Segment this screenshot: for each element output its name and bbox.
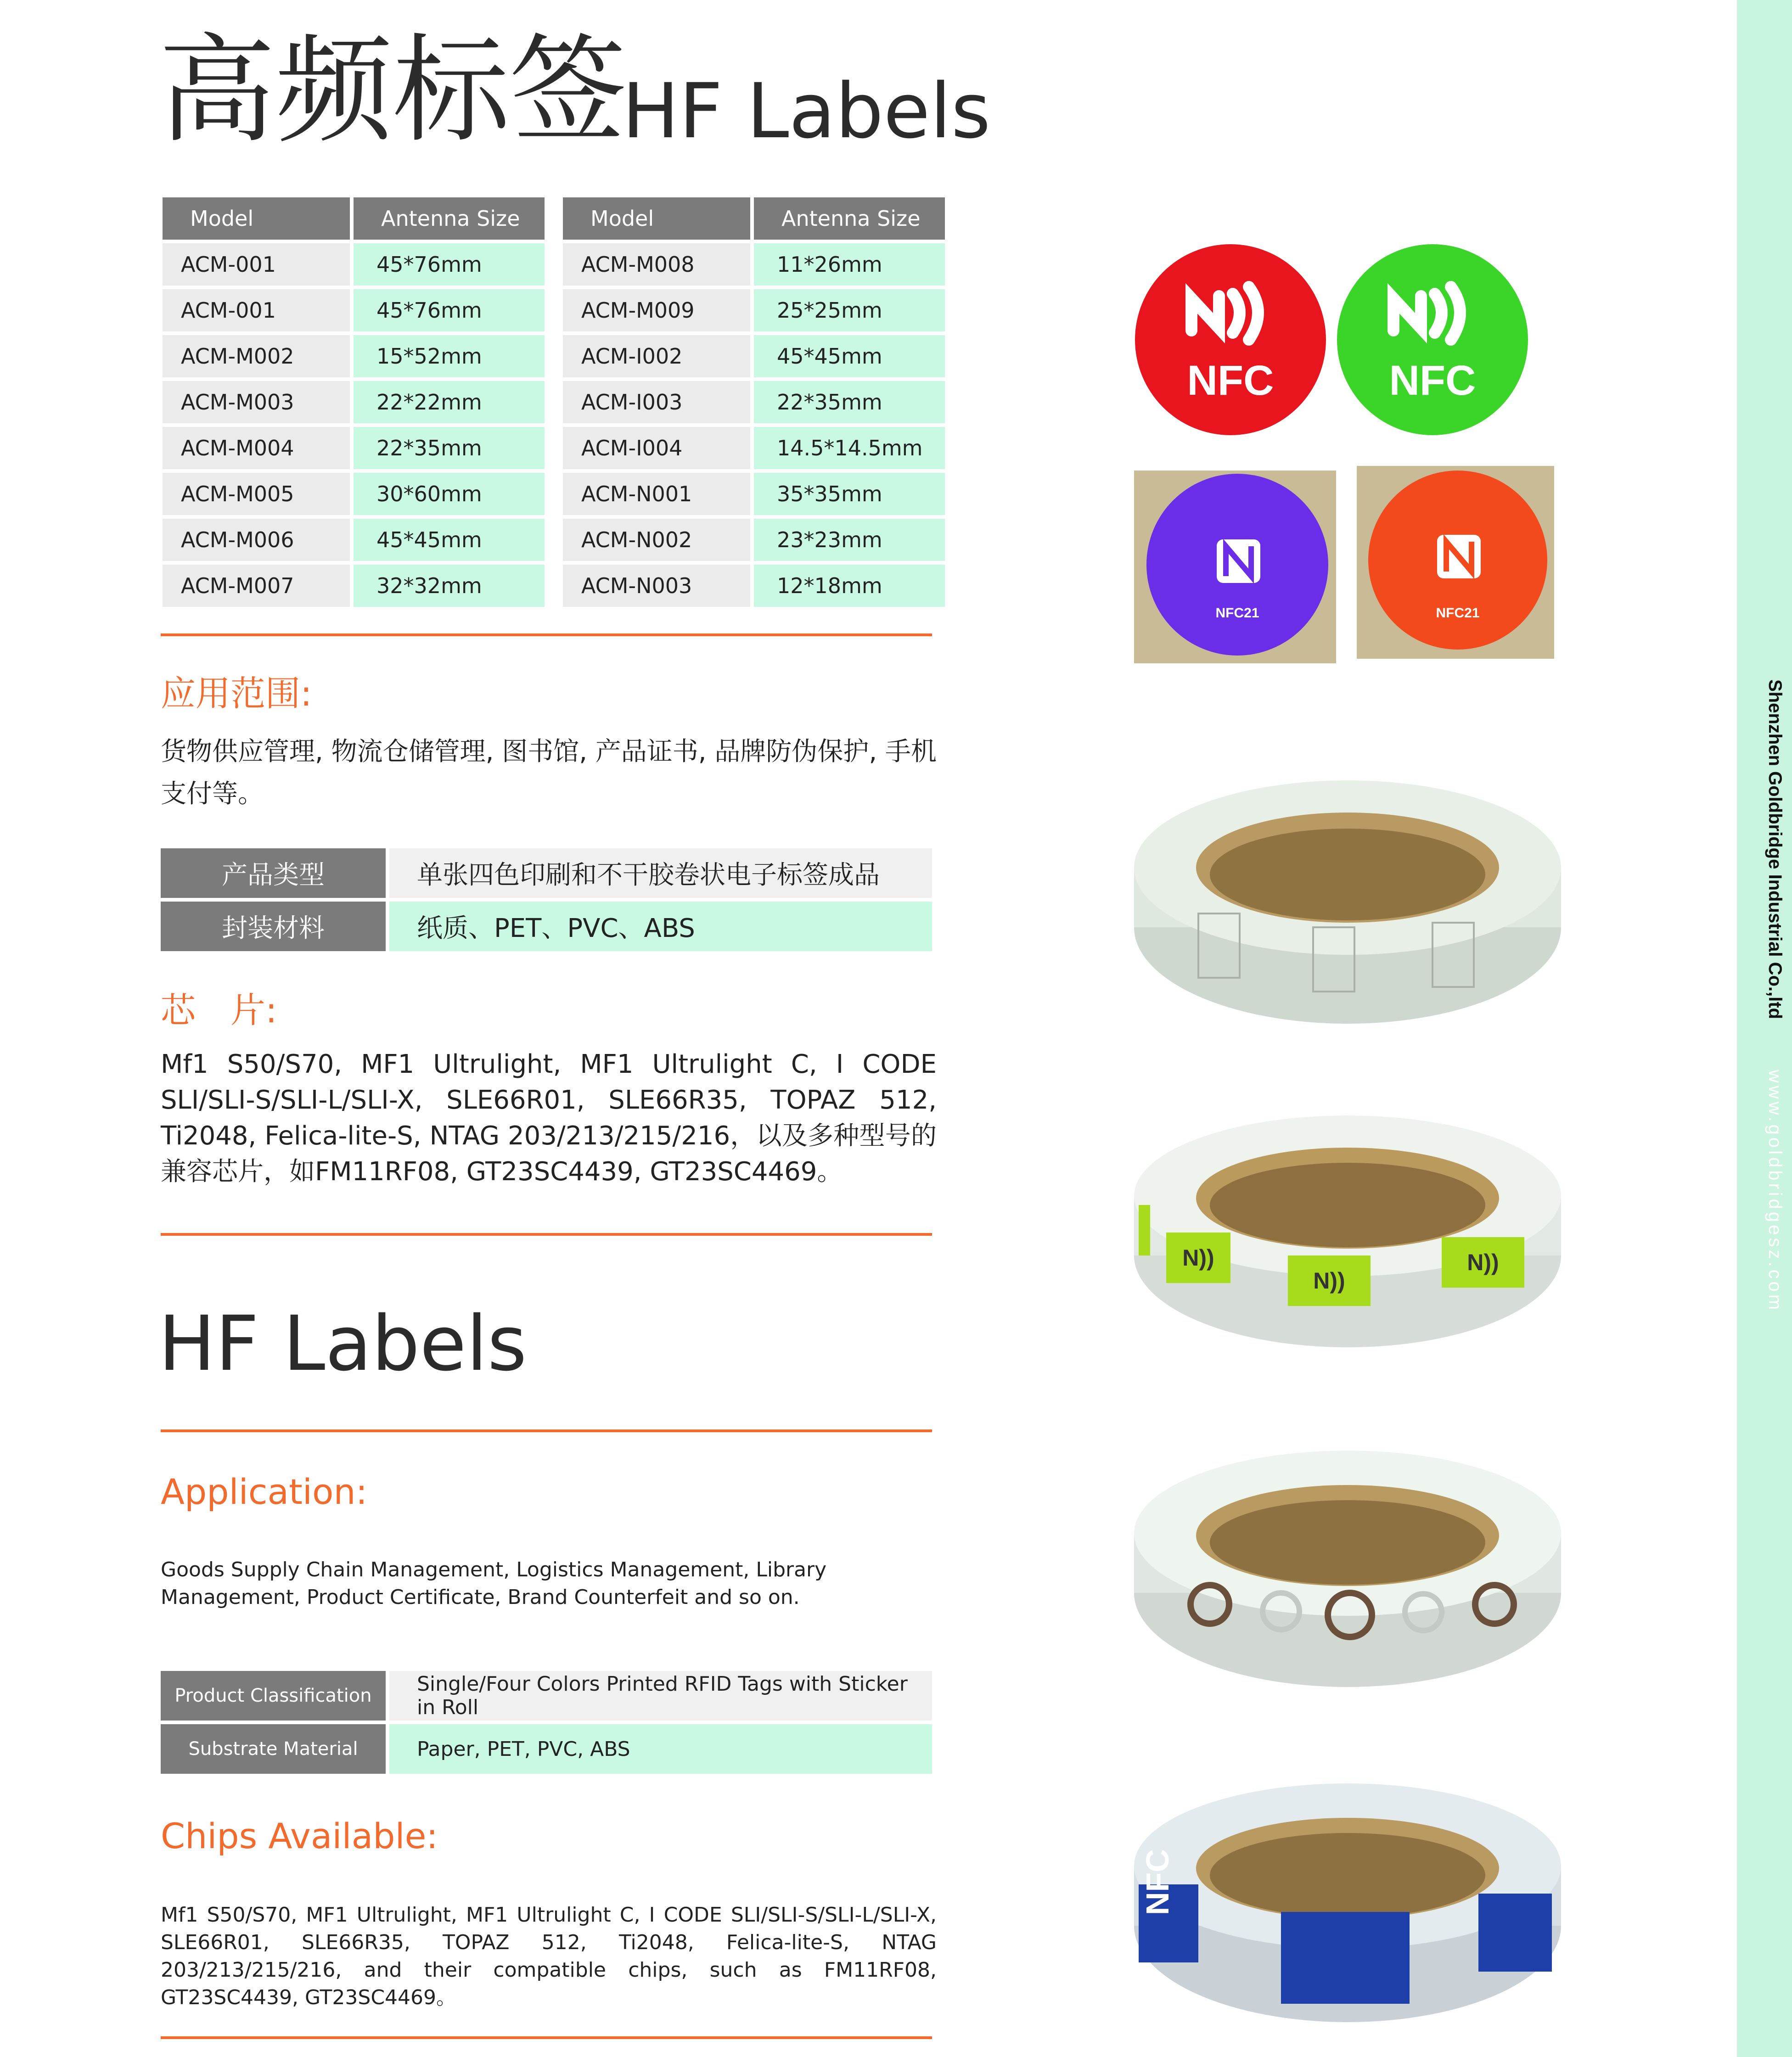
table-row <box>163 243 545 286</box>
table-row <box>563 381 945 423</box>
table-row <box>163 427 545 469</box>
spec-value: Single/Four Colors Printed RFID Tags with Sticker in Roll <box>389 1671 932 1721</box>
table-row <box>161 902 932 951</box>
divider <box>161 2036 932 2039</box>
table-row <box>163 519 545 561</box>
application-heading-cn: 应用范围: <box>161 673 312 714</box>
spec-key: 封装材料 <box>161 902 386 951</box>
chips-text-cn: Mf1 S50/S70, MF1 Ultrulight, MF1 Ultrulight C, I CODE SLI/SLI-S/SLI-L/SLI-X, SLE66R01, SLE66R35, TOPAZ 512, Ti2048, Felica-lite-S, NTAG 203/213/215/216，以及多种型号的兼容芯片，如FM11RF08, GT23SC4439, GT23SC4469。 <box>161 1049 937 1187</box>
model-cell: ACM-M006 <box>163 519 350 561</box>
size-cell: 32*32mm <box>354 565 545 607</box>
model-cell: ACM-M003 <box>163 381 350 423</box>
table-row <box>563 289 945 331</box>
size-cell: 11*26mm <box>754 243 945 286</box>
model-cell: ACM-I002 <box>563 335 750 377</box>
size-cell: 35*35mm <box>754 473 945 515</box>
spec-value: Paper, PET, PVC, ABS <box>389 1724 932 1774</box>
chips-heading-en: Chips Available: <box>161 1816 438 1856</box>
size-cell: 22*35mm <box>754 381 945 423</box>
model-cell: ACM-001 <box>163 243 350 286</box>
divider <box>161 1429 932 1432</box>
size-cell: 15*52mm <box>354 335 545 377</box>
model-table-left <box>159 194 548 611</box>
model-cell: ACM-M008 <box>563 243 750 286</box>
svg-text:N)): N)) <box>1182 1245 1214 1271</box>
label-roll-ring-antenna <box>1129 1446 1566 1694</box>
application-heading-en: Application: <box>161 1471 368 1512</box>
spec-key: 产品类型 <box>161 848 386 898</box>
nfc21-label: NFC21 <box>1215 605 1259 621</box>
spec-table-en <box>161 1671 932 1777</box>
nfc-label: NFC <box>1389 357 1476 404</box>
table-row <box>163 473 545 515</box>
nfc-sticker-red <box>1135 244 1326 435</box>
table-row <box>563 335 945 377</box>
nfc21-stickers <box>1129 461 1561 668</box>
table-row <box>163 335 545 377</box>
section-title-en: HF Labels <box>158 1300 527 1388</box>
chips-text-en: Mf1 S50/S70, MF1 Ultrulight, MF1 Ultrulight C, I CODE SLI/SLI-S/SLI-L/SLI-X, SLE66R01, SLE66R35, TOPAZ 512, Ti2048, Felica-lite-S, NTAG 203/213/215/216, and their compatible chips, such as FM11RF08, GT23SC4439, GT23SC4469。 <box>161 1903 937 2009</box>
page-title-en: HF Labels <box>622 67 991 155</box>
label-roll-green-nfc <box>1129 1113 1566 1352</box>
model-cell: ACM-N003 <box>563 565 750 607</box>
spec-key: Product Classification <box>161 1671 386 1721</box>
chips-heading-cn: 芯 片: <box>161 990 277 1031</box>
table-row <box>161 1724 932 1774</box>
size-cell: 23*23mm <box>754 519 945 561</box>
application-text-cn: 货物供应管理, 物流仓储管理, 图书馆, 产品证书, 品牌防伪保护, 手机支付等。 <box>161 737 937 809</box>
table-row <box>163 381 545 423</box>
nfc21-label: NFC21 <box>1436 605 1480 621</box>
model-cell: ACM-M007 <box>163 565 350 607</box>
spec-key: Substrate Material <box>161 1724 386 1774</box>
model-cell: ACM-001 <box>163 289 350 331</box>
table-row <box>563 473 945 515</box>
table-row <box>563 519 945 561</box>
size-cell: 25*25mm <box>754 289 945 331</box>
table-row <box>563 243 945 286</box>
label-roll-clear <box>1129 776 1566 1033</box>
model-table-right <box>559 194 949 611</box>
size-cell: 12*18mm <box>754 565 945 607</box>
column-header-model: Model <box>163 197 350 240</box>
nfc-label: NFC <box>1187 357 1274 404</box>
model-cell: ACM-M005 <box>163 473 350 515</box>
model-cell: ACM-I003 <box>563 381 750 423</box>
size-cell: 30*60mm <box>354 473 545 515</box>
column-header-model: Model <box>563 197 750 240</box>
model-cell: ACM-M009 <box>563 289 750 331</box>
size-cell: 45*45mm <box>354 519 545 561</box>
company-name: Shenzhen Goldbridge Industrial Co.,ltd <box>1765 679 1785 1019</box>
divider <box>161 1233 932 1236</box>
website-url: www.goldbridgesz.com <box>1765 1070 1785 1313</box>
size-cell: 45*76mm <box>354 243 545 286</box>
model-cell: ACM-I004 <box>563 427 750 469</box>
size-cell: 45*45mm <box>754 335 945 377</box>
svg-text:N)): N)) <box>1313 1268 1345 1294</box>
column-header-antenna-size: Antenna Size <box>754 197 945 240</box>
nfc-sticker-green <box>1337 244 1528 435</box>
page-title-cn: 高频标签 <box>158 22 627 159</box>
size-cell: 45*76mm <box>354 289 545 331</box>
size-cell: 14.5*14.5mm <box>754 427 945 469</box>
side-stripe <box>1737 0 1792 2057</box>
spec-value: 单张四色印刷和不干胶卷状电子标签成品 <box>389 848 932 898</box>
size-cell: 22*35mm <box>354 427 545 469</box>
size-cell: 22*22mm <box>354 381 545 423</box>
table-row <box>563 427 945 469</box>
divider <box>161 633 932 636</box>
model-cell: ACM-N001 <box>563 473 750 515</box>
spec-value: 纸质、PET、PVC、ABS <box>389 902 932 951</box>
table-row <box>161 848 932 898</box>
table-row <box>163 565 545 607</box>
svg-text:N)): N)) <box>1467 1250 1499 1275</box>
table-row <box>163 289 545 331</box>
nfc-round-stickers <box>1134 243 1538 445</box>
model-cell: ACM-M002 <box>163 335 350 377</box>
model-cell: ACM-N002 <box>563 519 750 561</box>
svg-text:NFC: NFC <box>1140 1849 1175 1915</box>
table-row <box>161 1671 932 1721</box>
application-text-en: Goods Supply Chain Management, Logistics Management, Library Management, Product Certificate, Brand Counterfeit and so on. <box>161 1558 827 1609</box>
spec-table-cn <box>161 848 932 955</box>
model-cell: ACM-M004 <box>163 427 350 469</box>
column-header-antenna-size: Antenna Size <box>354 197 545 240</box>
table-row <box>563 565 945 607</box>
label-roll-blue-nfc <box>1129 1779 1566 2031</box>
